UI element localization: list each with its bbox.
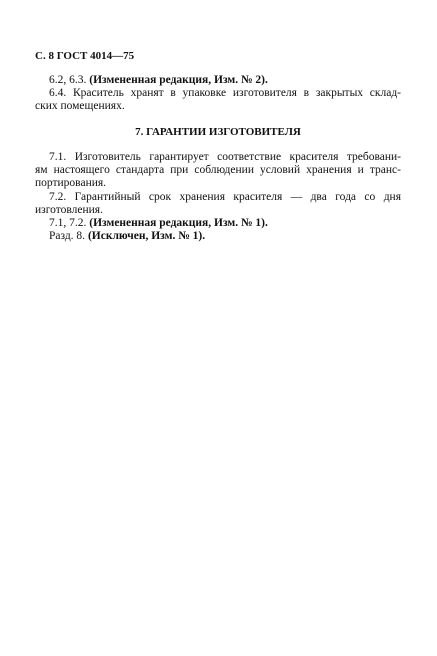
paragraph-6-4-line-1: 6.4. Краситель хранят в упаковке изготовителя в закрытых склад- [49, 87, 401, 100]
clause-reference: 7.1, 7.2. [49, 217, 87, 230]
amendment-note: (Измененная редакция, Изм. № 1). [89, 217, 268, 230]
section-7-text [35, 151, 401, 243]
paragraph-7-1-line-2: ям настоящего стандарта при соблюдении условий хранения и транс- [35, 164, 401, 177]
paragraph-7-1-line-1: 7.1. Изготовитель гарантирует соответствие красителя требовани- [49, 151, 401, 163]
paragraph-7-1-line-3: портирования. [35, 177, 107, 190]
clause-reference: Разд. 8. [49, 230, 86, 243]
paragraph-7-2-line-1: 7.2. Гарантийный срок хранения красителя — два года со дня [49, 190, 401, 203]
paragraph-7-2-line-2: изготовления. [35, 203, 103, 216]
amendment-note: (Измененная редакция, Изм. № 2). [89, 74, 268, 86]
section-title: 7. ГАРАНТИИ ИЗГОТОВИТЕЛЯ [135, 126, 301, 138]
section-6-text [35, 74, 401, 114]
paragraph-7-1-7-2-amendment [35, 217, 401, 230]
amendment-note: (Исключен, Изм. № 1). [87, 230, 206, 243]
paragraph-6-4-line-2: ских помещениях. [35, 100, 125, 113]
section-8-excluded-note [35, 230, 401, 243]
clause-reference: 6.2, 6.3. [49, 74, 87, 86]
paragraph-6-2-6-3 [35, 74, 401, 87]
running-head: С. 8 ГОСТ 4014—75 [35, 50, 135, 62]
